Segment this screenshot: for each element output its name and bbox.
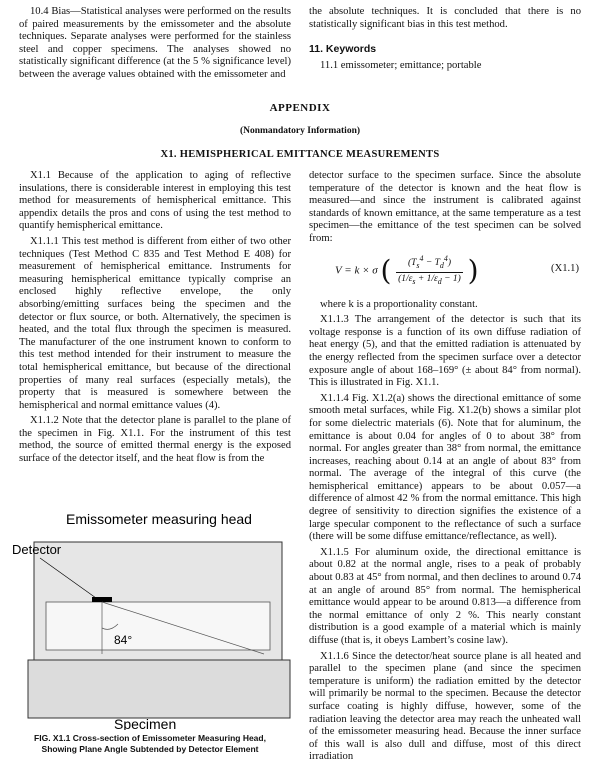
paragraph-x1-1-5: X1.1.5 For aluminum oxide, the directional emittance is about 0.82 at the normal angle, rises to a peak of probably about 0.83 at 45° from normal, and then declines to around 0.74 at an angle of around 85° from normal. The hemispherical emittance would appear to be around 0.813—a difference from the normal emittance of only 2 %. This nearly constant distribution is a good example of a material which is mainly diffuse (that is, it obeys Lambert’s cosine law). xyxy=(309,546,581,646)
equation-fraction xyxy=(396,253,463,289)
equation-denominator: $(1/\varepsilon_s + 1/\varepsilon_d - 1)$ xyxy=(398,274,461,287)
equation-number: (X1.1) xyxy=(551,262,579,274)
head-label: Emissometer measuring head xyxy=(66,511,252,527)
paragraph-where-k: where k is a proportionality constant. xyxy=(320,298,478,310)
appendix-title: APPENDIX xyxy=(269,102,331,114)
equation-paren-close: ) xyxy=(467,253,479,287)
equation-numerator: $(T_s^4 - T_d^4)$ xyxy=(396,253,463,274)
paragraph-x1-1-2-cont: detector surface to the specimen surface. Since the absolute temperature of the detector is known and the heat flow is measured—and since the instrument is calibrated against standards of known emittance, at the same temperature as a test specimen—the emittance of the test specimen can be solved from: xyxy=(309,170,581,244)
figure-x1-1 xyxy=(6,508,294,766)
paragraph-x1-1-6: X1.1.6 Since the detector/heat source plane is all heated and parallel to the specimen plane (and since the specimen temperature is uniform) the radiation emitted by the detector will primarily be normal to the specimen. Because the detector surface coating is highly diffuse, however, some of the radiation leaving the detector area may reach the unheated wall of the emissometer measuring head. Because the inner surface of this wall is also dull and diffuse, most of this direct irradiation xyxy=(309,650,581,763)
caption-line-1: FIG. X1.1 Cross-section of Emissometer Measuring Head, xyxy=(34,733,266,743)
paragraph-10-4: 10.4 Bias—Statistical analyses were performed on the results of paired measurements by the emissometer and the absolute techniques. Separate analyses were performed for the stainless steel and copper specimens. The analyses showed no statistically significant difference (at the 5 % significance level) between the average values obtained with the emissometer and xyxy=(19,6,291,80)
keywords-text: 11.1 emissometer; emittance; portable xyxy=(320,59,482,71)
detector-label: Detector xyxy=(12,542,62,557)
detector-element xyxy=(92,597,112,602)
appendix-subtitle: (Nonmandatory Information) xyxy=(239,126,361,136)
paragraph-x1-1-2: X1.1.2 Note that the detector plane is parallel to the plane of the specimen in Fig. X1.1. For the instrument of this test method, the source of emitted thermal energy is the exposed surface of the detector itself, and the heat flow is from the xyxy=(19,415,291,465)
equation-body xyxy=(335,253,479,289)
equation-x1-1 xyxy=(309,249,581,293)
paragraph-x1-1-4: X1.1.4 Fig. X1.2(a) shows the directional emittance of some smooth metal surfaces, while Fig. X1.2(b) shows a similar plot for some dielectric materials (6). Note that for aluminum, the emittance is about 0.04 for angles of 0 to about 38° from normal. For angles greater than 38° from normal, the emittance increases, reaching about 0.14 at an angle of about 83° from normal. The average of the integral of this curve (the hemispherical emittance) appears to be about 0.057—a difference of almost 42 % from the normal emittance. This high degree of sensitivity to direction signifies the existence of a large specular component to the reflectance of such a surface (there will be some diffuse emittance/reflectance, as well). xyxy=(309,392,581,543)
body-right-column xyxy=(309,170,581,767)
angle-label: 84° xyxy=(114,633,133,647)
body-left-column xyxy=(19,170,291,469)
section-heading: X1. HEMISPHERICAL EMITTANCE MEASUREMENTS xyxy=(160,149,440,160)
caption-line-2: Showing Plane Angle Subtended by Detector Element xyxy=(41,743,259,754)
equation-lhs: V = k × σ xyxy=(335,264,378,277)
paragraph-x1-1: X1.1 Because of the application to aging of reflective insulations, there is considerable interest in employing this test method for measurements of hemispherical emittance. This appendix details the pros and cons of using the test method to quantify hemispherical emittance. xyxy=(19,170,291,232)
paragraph-10-4-cont: the absolute techniques. It is concluded that there is no statistically significant bias in this test method. xyxy=(309,6,581,30)
equation-paren-open: ( xyxy=(380,253,392,287)
emissometer-cross-section-diagram xyxy=(6,508,294,730)
paragraph-x1-1-1: X1.1.1 This test method is different from either of two other techniques (Test Method C 835 and Test Method E 408) for measurement of hemispherical emittance. Instruments for measuring hemispherical emittance typically comprise an enclosed highly reflective envelope, the only absorbing/emitting surfaces being the specimen and the detector or flux source, or both. Alternatively, the specimen is heated, and the total flux through the specimen is measured. The manufacturer of the one instrument known to conform to this test method intended for their instrument to measure the total hemispherical emittance, but because of the directional properties of many real surfaces (especially metals), the property that is measured is somewhere between the hemispherical and normal emittance values (4). xyxy=(19,235,291,411)
top-right-column xyxy=(309,6,581,75)
paragraph-x1-1-3: X1.1.3 The arrangement of the detector is such that its voltage response is a function of its own diffuse radiation of heat energy (5), and that the emitted radiation is attenuated by the energy reflected from the specimen surface over a detector exposure angle of about 168–169° (± about 84° from normal). This is illustrated in Fig. X1.1. xyxy=(309,314,581,389)
specimen-label: Specimen xyxy=(114,716,177,730)
top-left-column xyxy=(19,6,291,85)
measuring-head-cavity xyxy=(46,602,270,650)
figure-caption xyxy=(6,733,294,754)
keywords-heading: 11. Keywords xyxy=(309,43,377,56)
specimen-slab xyxy=(28,660,290,718)
